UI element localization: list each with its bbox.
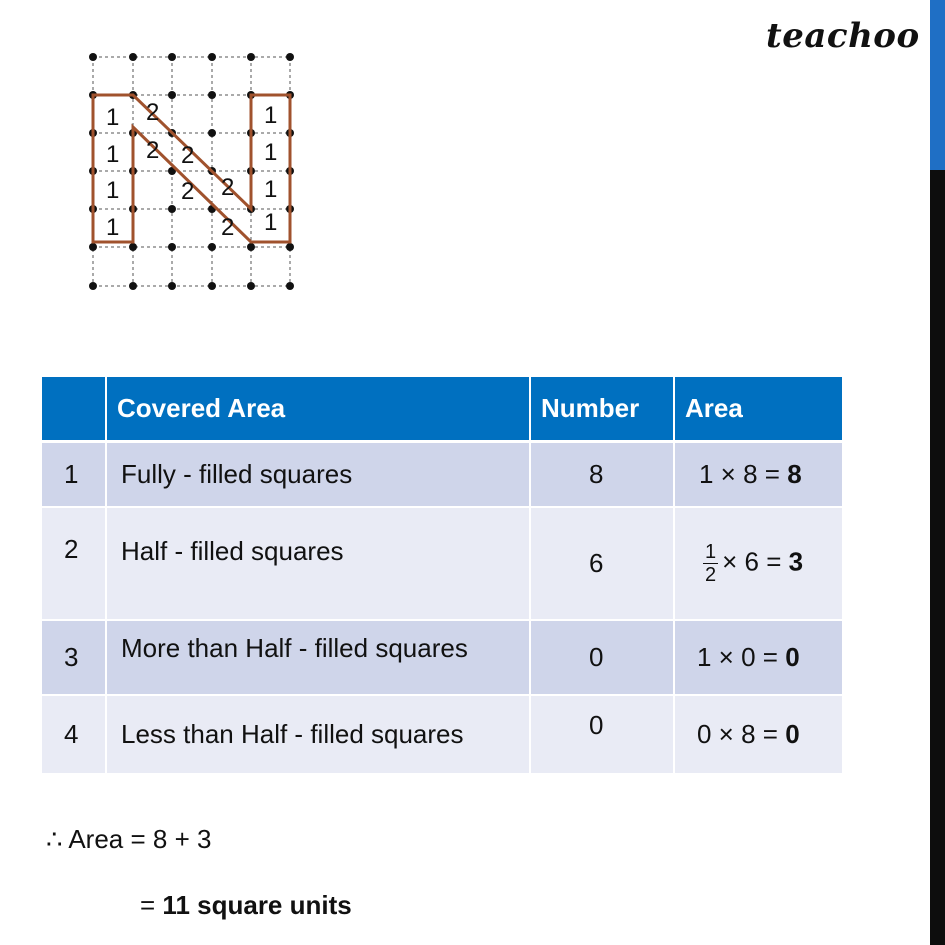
area-result-line: = 11 square units — [140, 890, 352, 920]
table-row — [42, 442, 842, 508]
side-accent-bar — [930, 0, 945, 170]
side-dark-bar — [930, 170, 945, 945]
full-label: 1 — [264, 139, 278, 166]
row-number: 6 — [530, 507, 674, 620]
full-label: 1 — [106, 214, 120, 241]
half-square-labels — [146, 99, 234, 241]
table-row — [42, 695, 842, 774]
row-covered-area: Half - filled squares — [106, 507, 530, 620]
full-label: 1 — [264, 102, 278, 129]
fraction-one-half: $\frac{1}{2}$ — [705, 541, 717, 586]
half-label: 2 — [146, 99, 160, 126]
full-label: 1 — [264, 209, 278, 236]
table-row — [42, 507, 842, 620]
area-sum-line: ∴ Area = 8 + 3 — [46, 824, 212, 854]
row-index: 2 — [42, 507, 106, 620]
row-covered-area: Fully - filled squares — [106, 442, 530, 508]
full-label: 1 — [106, 104, 120, 131]
row-area: $\frac{1}{2}$ × 6 = 3 — [674, 507, 842, 620]
full-label: 1 — [106, 141, 120, 168]
half-label: 2 — [181, 142, 195, 169]
row-index: 1 — [42, 442, 106, 508]
row-index: 3 — [42, 620, 106, 695]
teachoo-logo: teachoo — [766, 16, 920, 56]
row-covered-area: More than Half - filled squares — [106, 620, 530, 695]
row-area: 0 × 8 = 0 — [674, 695, 842, 774]
half-label: 2 — [221, 174, 235, 201]
area-table — [42, 377, 842, 775]
row-area: 1 × 0 = 0 — [674, 620, 842, 695]
header-index — [42, 377, 106, 442]
row-covered-area: Less than Half - filled squares — [106, 695, 530, 774]
row-number: 8 — [530, 442, 674, 508]
header-area: Area — [674, 377, 842, 442]
grid-lines — [93, 57, 290, 286]
grid-figure — [0, 0, 330, 310]
header-covered-area: Covered Area — [106, 377, 530, 442]
row-number: 0 — [530, 695, 674, 774]
half-label: 2 — [146, 137, 160, 164]
row-index: 4 — [42, 695, 106, 774]
full-label: 1 — [264, 176, 278, 203]
table-row — [42, 620, 842, 695]
header-number: Number — [530, 377, 674, 442]
full-label: 1 — [106, 177, 120, 204]
half-label: 2 — [181, 178, 195, 205]
row-number: 0 — [530, 620, 674, 695]
half-label: 2 — [221, 214, 235, 241]
row-area: 1 × 8 = 8 — [674, 442, 842, 508]
